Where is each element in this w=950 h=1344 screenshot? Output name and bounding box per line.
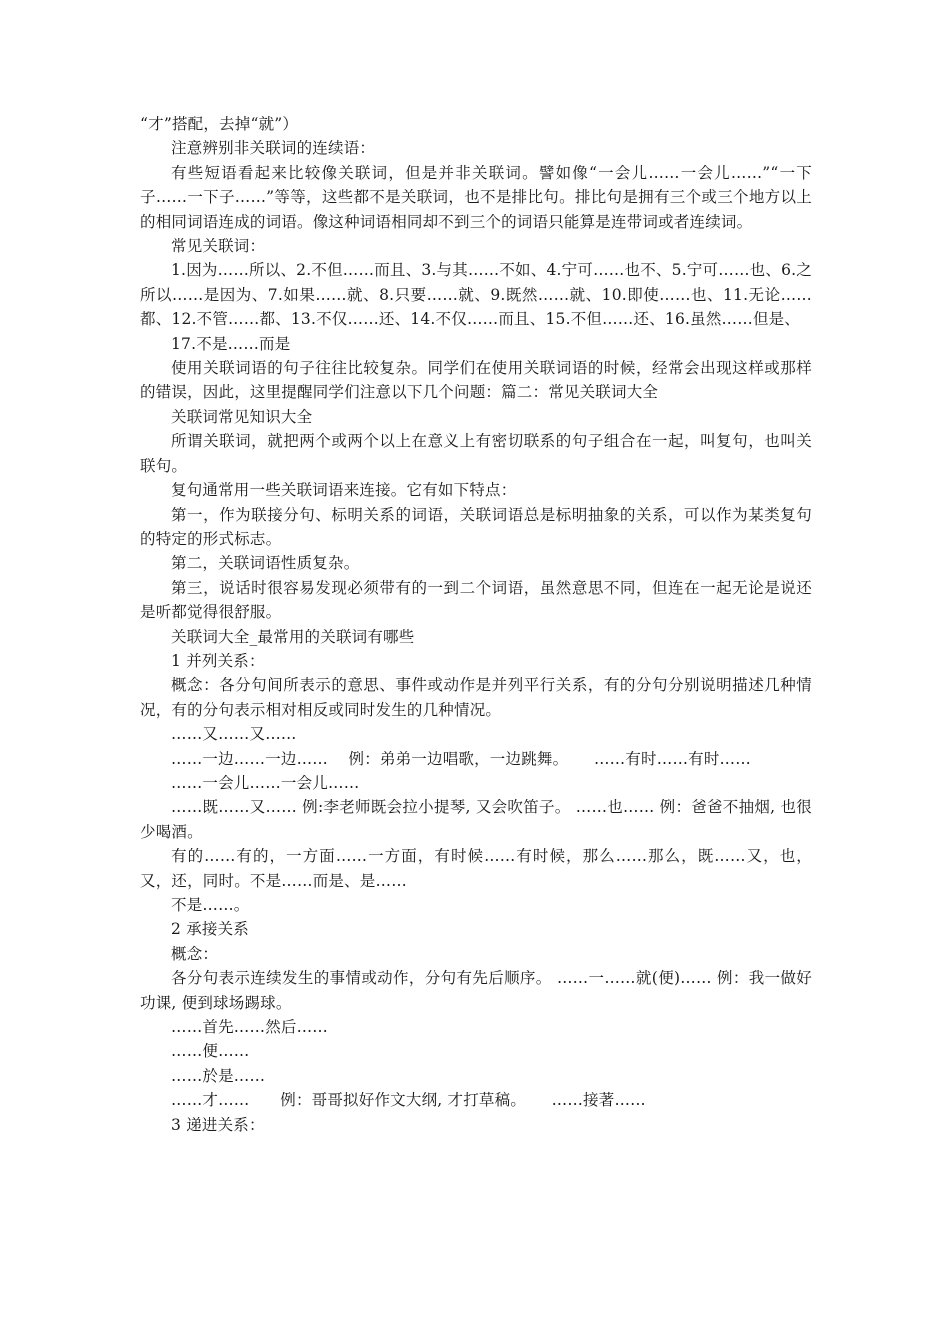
section-heading: 关联词大全_最常用的关联词有哪些 (171, 627, 415, 646)
paragraph: ……一会儿……一会儿…… (171, 773, 360, 792)
paragraph: 使用关联词语的句子往往比较复杂。同学们在使用关联词语的时候，经常会出现这样或那样的错误，因此，这里提醒同学们注意以下几个问题：篇二：常见关联词大全 (140, 359, 812, 402)
paragraph: 常见关联词： (171, 237, 266, 256)
paragraph: ……才…… 例：哥哥拟好作文大纲, 才打草稿。 ……接著…… (171, 1091, 646, 1110)
paragraph: ……又……又…… (171, 725, 297, 744)
paragraph: 不是……。 (171, 896, 250, 914)
paragraph: 有些短语看起来比较像关联词，但是并非关联词。譬如像“一会儿……一会儿……”“一下子……一下子……”等等，这些都不是关联词，也不是排比句。排比句是拥有三个或三个地方以上的相同词语连成的词语。像这种词语相同却不到三个的词语只能算是连带词或者连续词。 (140, 163, 812, 231)
paragraph: 第三，说话时很容易发现必须带有的一到二个词语，虽然意思不同，但连在一起无论是说还是听都觉得很舒服。 (140, 578, 812, 622)
paragraph: 第二，关联词语性质复杂。 (171, 554, 360, 573)
subsection-heading: 1 并列关系： (171, 651, 265, 670)
section-heading: 关联词常见知识大全 (171, 407, 313, 426)
paragraph: 各分句表示连续发生的事情或动作，分句有先后顺序。 ……一……就(便)…… 例：我一做好功课, 便到球场踢球。 (140, 969, 812, 1012)
paragraph: “才”搭配，去掉“就”） (140, 115, 299, 133)
subsection-heading: 3 递进关系： (171, 1115, 265, 1134)
paragraph: 第一，作为联接分句、标明关系的词语，关联词语总是标明抽象的关系，可以作为某类复句的特定的形式标志。 (140, 505, 812, 548)
paragraph: 概念： (171, 944, 219, 963)
paragraph: 复句通常用一些关联词语来连接。它有如下特点： (171, 481, 517, 500)
subsection-heading: 2 承接关系 (171, 920, 249, 939)
paragraph: ……首先……然后…… (171, 1018, 329, 1037)
paragraph: 1.因为……所以、2.不但……而且、3.与其……不如、4.宁可……也不、5.宁可……也、6.之所以……是因为、7.如果……就、8.只要……就、9.既然……就、10.即使……也、11.无论……都、12.不管……都、13.不仅……还、14.不仅……而且、15.不但……还、16.虽然……但是、 (140, 261, 812, 329)
document-body (140, 112, 812, 1137)
paragraph: 有的……有的，一方面……一方面，有时候……有时候，那么……那么，既……又，也，又，还，同时。不是……而是、是…… (140, 847, 812, 890)
paragraph: ……便…… (171, 1042, 250, 1061)
paragraph: 所谓关联词，就把两个或两个以上在意义上有密切联系的句子组合在一起，叫复句，也叫关联句。 (140, 432, 812, 475)
paragraph: ……於是…… (171, 1066, 266, 1085)
paragraph: ……一边……一边…… 例：弟弟一边唱歌，一边跳舞。 ……有时……有时…… (171, 749, 751, 768)
paragraph: 概念：各分句间所表示的意思、事件或动作是并列平行关系，有的分句分别说明描述几种情况，有的分句表示相对相反或同时发生的几种情况。 (140, 676, 812, 719)
paragraph: 17.不是……而是 (171, 334, 291, 353)
paragraph: 注意辨别非关联词的连续语： (171, 139, 376, 158)
paragraph: ……既……又…… 例:李老师既会拉小提琴, 又会吹笛子。 ……也…… 例：爸爸不抽烟, 也很少喝酒。 (140, 798, 812, 841)
